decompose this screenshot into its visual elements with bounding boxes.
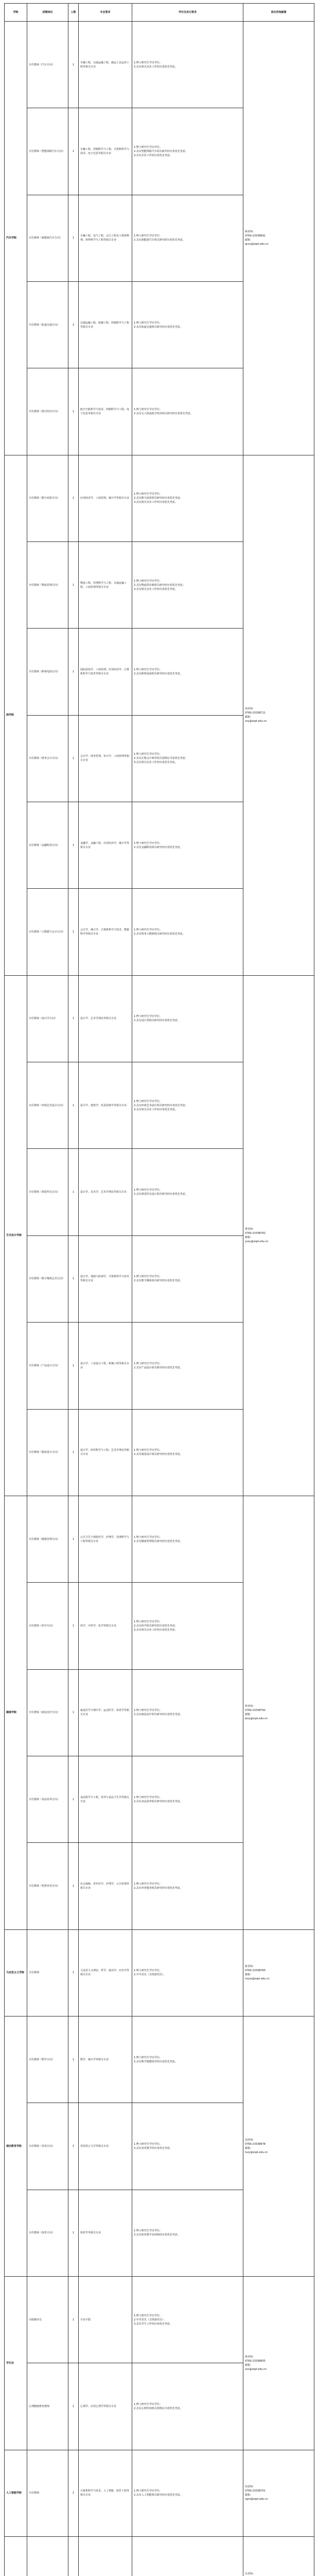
requirements-cell: 1.博士研究生学历学位； 2.具有视觉传达设计相关研究经历者优先考虑。 (132, 1149, 243, 1235)
table-body (5, 22, 314, 2576)
table-row (5, 975, 314, 1062)
post-cell: 专职辅导员 (27, 2276, 68, 2363)
requirements-cell: 1.博士研究生学历学位； 2.具有数学建模指导经历者优先考虑。 (132, 2016, 243, 2103)
headcount-cell: 1 (68, 1323, 79, 1409)
contact-cell: 冯老师： (243, 2536, 314, 2576)
major-cell: 车辆工程、控制科学与工程、计算机科学与技术、电子信息等相关专业 (79, 108, 132, 195)
post-cell: 专任教师（金融科技方向） (27, 802, 68, 889)
headcount-cell: 1 (68, 1929, 79, 2016)
major-cell: 金融学、金融工程、应用经济学、统计学等相关专业 (79, 802, 132, 889)
contact-cell: 黎老师： 0760-23338762 邮箱： ysxy@zspt.edu.cn (243, 975, 314, 1496)
post-cell: 专任教师（数字商贸方向） (27, 455, 68, 541)
major-cell: 设计学、工业设计工程、机械工程等相关专业 (79, 1323, 132, 1409)
post-cell: 专任教师（数学方向） (27, 2016, 68, 2103)
headcount-cell: 1 (68, 1409, 79, 1496)
post-cell: 专任教师（康复治疗方向） (27, 1669, 68, 1756)
requirements-cell: 1.博士研究生学历学位； 2.具有设计类相关研究经历者优先考虑。 (132, 975, 243, 1062)
contact-cell: 刘老师： 0760-23338678 邮箱： tsxy@zspt.edu.cn (243, 2016, 314, 2276)
requirements-cell: 1.博士研究生学历学位； 2.具有养老服务相关研究经历者优先考虑。 (132, 1843, 243, 1929)
header-num: 人数 (68, 4, 79, 22)
school-cell: 通识教育学院 (5, 2016, 27, 2276)
headcount-cell: 1 (68, 1496, 79, 1582)
requirements-cell: 1.博士研究生学历学位； 2.具有新能源汽车相关研究经历者优先考虑。 (132, 195, 243, 281)
table-row (5, 2536, 314, 2576)
headcount-cell: 1 (68, 455, 79, 541)
post-cell: 专任教师 (27, 1929, 68, 2016)
major-cell: 设计学、戏剧与影视学、计算机科学与技术等相关专业 (79, 1235, 132, 1322)
headcount-cell: 1 (68, 1756, 79, 1842)
requirements-cell: 1.博士研究生学历学位； 2.具有人工智能相关研究经历者优先考虑。 (132, 2450, 243, 2536)
major-cell (79, 2536, 132, 2576)
major-cell: 设计学、纺织科学与工程、艺术学理论等相关专业 (79, 1409, 132, 1496)
header-contact: 岗位咨询邮箱 (243, 4, 314, 22)
school-cell (5, 2536, 27, 2576)
post-cell: 专任教师（数字媒体艺术方向） (27, 1235, 68, 1322)
header-post: 招聘岗位 (27, 4, 68, 22)
post-cell: 专任教师（视觉传达方向） (27, 1149, 68, 1235)
headcount-cell: 1 (68, 2190, 79, 2276)
post-cell: 专任教师（食品营养方向） (27, 1756, 68, 1842)
requirements-cell: 1.博士研究生学历学位； 2.具有跨境电商相关研究经历者优先考虑。 (132, 629, 243, 715)
contact-cell: 梁老师： 0760-23338655 邮箱： xsc@zspt.edu.cn (243, 2276, 314, 2450)
major-cell: 设计学、建筑学、风景园林学等相关专业 (79, 1062, 132, 1149)
requirements-cell: 1.博士研究生学历学位； 2.具有物流供应链相关研究经历者优先考虑； 3.具有相关企业工作经历者优先考虑。 (132, 542, 243, 629)
headcount-cell: 1 (68, 22, 79, 108)
table-row (5, 2450, 314, 2536)
post-cell: 专任教师（汽车方向） (27, 22, 68, 108)
table-row (5, 1929, 314, 2016)
requirements-cell (132, 2536, 243, 2576)
headcount-cell: 1 (68, 2363, 79, 2450)
contact-cell: 郭老师： 0760-23338711 邮箱： sxy@zspt.edu.cn (243, 455, 314, 975)
contact-cell: 陈老师： 0760-23338765 邮箱： myxy@zspt.edu.cn (243, 1929, 314, 2016)
requirements-cell: 1.博士研究生学历学位； 2.具有相关企业工作经历者优先考虑。 (132, 22, 243, 108)
headcount-cell: 1 (68, 889, 79, 975)
post-cell: 专任教师（设计学方向） (27, 975, 68, 1062)
headcount-cell: 1 (68, 1149, 79, 1235)
post-cell: 专任教师（智能网联汽车方向） (27, 108, 68, 195)
requirements-cell: 1.博士研究生学历学位； 2.具有数字商贸相关研究经历者优先考虑； 3.具有相关企业工作经历者优先考虑。 (132, 455, 243, 541)
headcount-cell: 1 (68, 802, 79, 889)
table-row (5, 2276, 314, 2363)
table-row (5, 2016, 314, 2103)
headcount-cell: 1 (68, 282, 79, 368)
requirements-cell: 1.博士研究生学历学位； 2.具有体育教学及训练经历者优先考虑。 (132, 2190, 243, 2276)
post-cell: 专任教师（物流管理方向） (27, 542, 68, 629)
headcount-cell: 1 (68, 1583, 79, 1669)
post-cell: 专任教师（新能源汽车方向） (27, 195, 68, 281)
requirements-cell: 1.博士研究生学历学位； 2.具有食品营养相关研究经历者优先考虑。 (132, 1756, 243, 1842)
contact-cell: 顾老师： 0760-23338691 邮箱： qcxy@zspt.edu.cn (243, 22, 314, 455)
recruitment-table (4, 3, 314, 2576)
post-cell: 专任教师（体育方向） (27, 2190, 68, 2276)
major-cell: 车辆工程、交通运输工程、载运工具运用工程等相关专业 (79, 22, 132, 108)
table-row (5, 22, 314, 108)
major-cell: 社会保障、老年医学、护理学、公共管理等相关专业 (79, 1843, 132, 1929)
school-cell: 艺术设计学院 (5, 975, 27, 1496)
requirements-cell: 1.博士研究生学历学位； 2.中共党员（含预备党员）； 3.具有学生工作经历者优先考虑。 (132, 2276, 243, 2363)
headcount-cell: 1 (68, 715, 79, 802)
post-cell: 专任教师（智慧养老方向） (27, 1843, 68, 1929)
headcount-cell: 1 (68, 975, 79, 1062)
contact-cell: 何老师： 0760-23338701 邮箱： rgzn@zspt.edu.cn (243, 2450, 314, 2536)
post-cell: 专任教师（财务会计方向） (27, 715, 68, 802)
major-cell: 体育学等相关专业 (79, 2190, 132, 2276)
post-cell: 专任教师（轨道交通方向） (27, 282, 68, 368)
major-cell: 应用经济学、工商管理、统计学等相关专业 (79, 455, 132, 541)
requirements-cell: 1.博士研究生学历学位； 2.具有智能网联汽车相关研究经历者优先考虑； 3.具有企业工作经历者优先考虑。 (132, 108, 243, 195)
major-cell: 车辆工程、电气工程、动力工程及工程热物理、材料科学与工程等相关专业 (79, 195, 132, 281)
major-cell: 设计学、艺术学理论等相关专业 (79, 975, 132, 1062)
major-cell: 公共卫生与预防医学、护理学、管理科学与工程等相关专业 (79, 1496, 132, 1582)
requirements-cell: 1.博士研究生学历学位； 2.具有康复治疗相关研究经历者优先考虑。 (132, 1669, 243, 1756)
school-cell: 马克思主义学院 (5, 1929, 27, 2016)
header-school: 学院 (5, 4, 27, 22)
major-cell: 会计学、统计学、计算机科学与技术、数据科学等相关专业 (79, 889, 132, 975)
major-cell: 物流工程、管理科学与工程、交通运输工程、工商管理等相关专业 (79, 542, 132, 629)
headcount-cell: 1 (68, 542, 79, 629)
major-cell: 马克思主义理论、哲学、政治学、历史学等相关专业 (79, 1929, 132, 2016)
header-requirements: 学历及其它要求 (132, 4, 243, 22)
school-cell: 汽车学院 (5, 22, 27, 455)
post-cell: 心理健康教育教师 (27, 2363, 68, 2450)
headcount-cell: 1 (68, 1843, 79, 1929)
post-cell: 专任教师 (27, 2450, 68, 2536)
post-cell: 专任教师（英语方向） (27, 2103, 68, 2190)
requirements-cell: 1.博士研究生学历学位； 2.具有注册会计师等相关资格证书者优先考虑； 3.具有相关企业工作经历者优先考虑。 (132, 715, 243, 802)
major-cell: 国际贸易学、工商管理、应用经济学、计算机科学与技术等相关专业 (79, 629, 132, 715)
major-cell: 心理学、应用心理学等相关专业 (79, 2363, 132, 2450)
post-cell: 专任教师（环境艺术设计方向） (27, 1062, 68, 1149)
major-cell: 专业不限 (79, 2276, 132, 2363)
major-cell: 交通运输工程、机械工程、控制科学与工程等相关专业 (79, 282, 132, 368)
headcount-cell: 1 (68, 1062, 79, 1149)
major-cell: 航空宇航科学与技术、控制科学与工程、电子信息等相关专业 (79, 368, 132, 455)
headcount-cell: 1 (68, 2276, 79, 2363)
headcount-cell: 1 (68, 108, 79, 195)
post-cell: 专任教师（低空经济方向） (27, 368, 68, 455)
headcount-cell: 1 (68, 629, 79, 715)
requirements-cell: 1.博士研究生学历学位； 2.具有无人机或低空经济相关研究经历者优先考虑。 (132, 368, 243, 455)
school-cell: 商学院 (5, 455, 27, 975)
table-header-row (5, 4, 314, 22)
headcount-cell: 1 (68, 368, 79, 455)
major-cell: 康复医学与理疗学、运动医学、体育学等相关专业 (79, 1669, 132, 1756)
post-cell: 专任教师（服装设计方向） (27, 1409, 68, 1496)
requirements-cell: 1.博士研究生学历学位； 2.具有药学相关研究经历者优先考虑； 3.具有相关企业工作经历者优先考虑。 (132, 1583, 243, 1669)
headcount-cell: 1 (68, 1669, 79, 1756)
major-cell: 会计学、财务管理、审计学、工商管理等相关专业 (79, 715, 132, 802)
major-cell: 计算机科学与技术、人工智能、软件工程等相关专业 (79, 2450, 132, 2536)
post-cell (27, 2536, 68, 2576)
headcount-cell: 1 (68, 195, 79, 281)
requirements-cell: 1.博士研究生学历学位； 2.具有健康管理相关研究经历者优先考虑。 (132, 1496, 243, 1582)
major-cell: 食品科学与工程、营养与食品卫生学等相关专业 (79, 1756, 132, 1842)
headcount-cell: 1 (68, 2103, 79, 2190)
major-cell: 外国语言文学等相关专业 (79, 2103, 132, 2190)
requirements-cell: 1.博士研究生学历学位； 2.具有服装设计相关研究经历者优先考虑。 (132, 1409, 243, 1496)
requirements-cell: 1.博士研究生学历学位； 2.具有产品设计相关研究经历者优先考虑。 (132, 1323, 243, 1409)
school-cell: 健康学院 (5, 1496, 27, 1929)
post-cell: 专任教师（药学方向） (27, 1583, 68, 1669)
headcount-cell: 1 (68, 2016, 79, 2103)
requirements-cell: 1.博士研究生学历学位； 2.具有金融科技相关研究经历者优先考虑。 (132, 802, 243, 889)
headcount-cell (68, 2536, 79, 2576)
requirements-cell: 1.博士研究生学历学位； 2.具有环境艺术设计相关研究经历者优先考虑； 3.具有相关企业工作经历者优先考虑。 (132, 1062, 243, 1149)
requirements-cell: 1.博士研究生学历学位； 2.具有财务大数据相关研究经历者优先考虑。 (132, 889, 243, 975)
post-cell: 专任教师（跨境电商方向） (27, 629, 68, 715)
headcount-cell: 1 (68, 2450, 79, 2536)
table-row (5, 455, 314, 541)
major-cell: 数学、统计学等相关专业 (79, 2016, 132, 2103)
post-cell: 专任教师（大数据与会计方向） (27, 889, 68, 975)
requirements-cell: 1.博士研究生学历学位； 2.具有心理咨询相关资格证书者优先考虑。 (132, 2363, 243, 2450)
requirements-cell: 1.博士研究生学历学位； 2.具有英语教学经历者优先考虑。 (132, 2103, 243, 2190)
requirements-cell: 1.博士研究生学历学位； 2.中共党员（含预备党员）。 (132, 1929, 243, 2016)
requirements-cell: 1.博士研究生学历学位； 2.具有数字媒体相关研究经历者优先考虑。 (132, 1235, 243, 1322)
school-cell: 学生处 (5, 2276, 27, 2450)
major-cell: 药学、中药学、化学等相关专业 (79, 1583, 132, 1669)
requirements-cell: 1.博士研究生学历学位； 2.具有轨道交通相关研究经历者优先考虑。 (132, 282, 243, 368)
contact-cell: 钟老师： 0760-23338792 邮箱： jkxy@zspt.edu.cn (243, 1496, 314, 1929)
school-cell: 人工智能学院 (5, 2450, 27, 2536)
post-cell: 专任教师（健康管理方向） (27, 1496, 68, 1582)
headcount-cell: 1 (68, 1235, 79, 1322)
post-cell: 专任教师（产品设计方向） (27, 1323, 68, 1409)
header-major: 专业要求 (79, 4, 132, 22)
major-cell: 设计学、美术学、艺术学理论等相关专业 (79, 1149, 132, 1235)
table-row (5, 1496, 314, 1582)
